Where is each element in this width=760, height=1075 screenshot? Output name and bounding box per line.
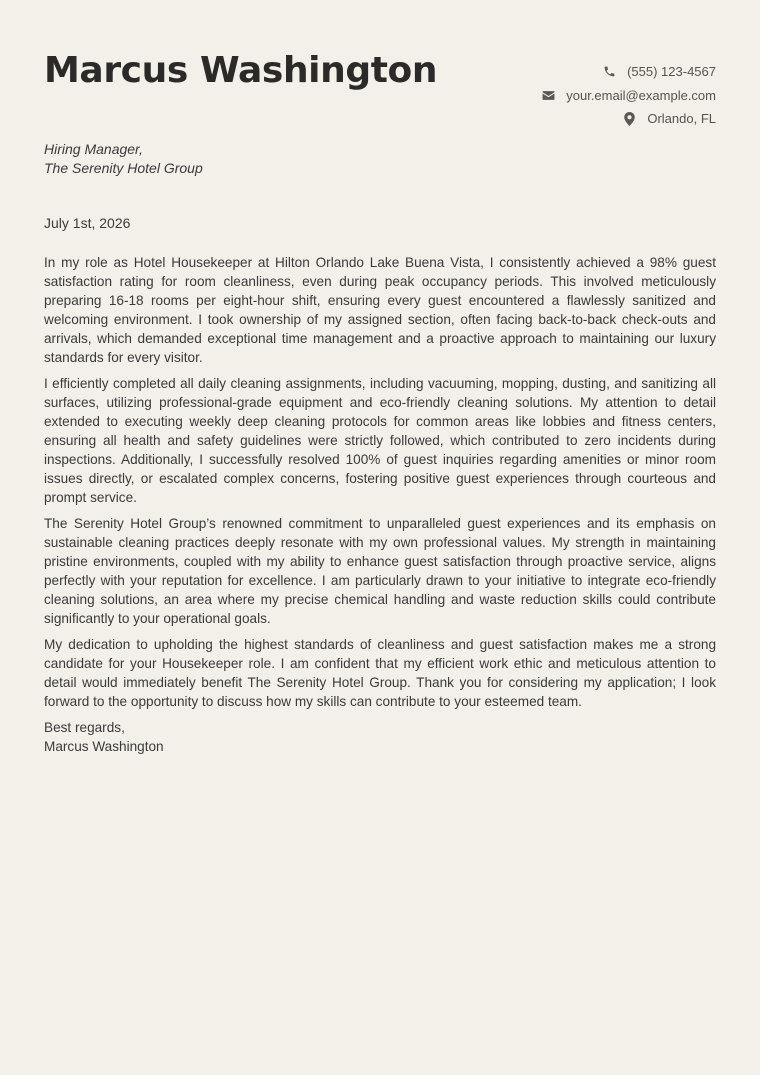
recipient-company: The Serenity Hotel Group xyxy=(44,160,203,176)
body-paragraph-1: In my role as Hotel Housekeeper at Hilton Orlando Lake Buena Vista, I consistently achieved a 98% guest satisfaction rating for room cleanliness, even during peak occupancy periods. This involved meticulously preparing 16-18 rooms per eight-hour shift, ensuring every guest encountered a flawlessly sanitized and welcoming environment. I took ownership of my assigned section, often facing back-to-back check-outs and arrivals, which demanded exceptional time management and a proactive approach to maintaining our luxury standards for every visitor. xyxy=(44,255,716,365)
contact-phone xyxy=(540,60,716,84)
closing-block xyxy=(44,718,716,756)
body-paragraph-2: I efficiently completed all daily cleaning assignments, including vacuuming, mopping, dusting, and sanitizing all surfaces, utilizing professional-grade equipment and eco-friendly cleaning solutions. My attention to detail extended to executing weekly deep cleaning protocols for common areas like lobbies and fitness centers, ensuring all health and safety guidelines were strictly followed, which contributed to zero incidents during inspections. Additionally, I successfully resolved 100% of guest inquiries regarding amenities or minor room issues directly, or escalated complex concerns, fostering positive guest experiences through courteous and prompt service. xyxy=(44,376,716,505)
envelope-icon xyxy=(540,87,556,103)
map-pin-icon xyxy=(621,111,637,127)
location-text: Orlando, FL xyxy=(647,111,716,127)
applicant-name: Marcus Washington xyxy=(44,50,438,91)
closing-signature: Marcus Washington xyxy=(44,739,164,754)
letter-header xyxy=(44,0,716,140)
letter-body xyxy=(44,253,716,711)
contact-email xyxy=(540,84,716,108)
recipient-block xyxy=(44,140,716,178)
recipient-title: Hiring Manager, xyxy=(44,141,143,157)
body-paragraph-4: My dedication to upholding the highest standards of cleanliness and guest satisfaction makes me a strong candidate for your Housekeeper role. I am confident that my efficient work ethic and meticulous attention to detail would immediately benefit The Serenity Hotel Group. Thank you for considering my application; I look forward to the opportunity to discuss how my skills can contribute to your esteemed team. xyxy=(44,637,716,709)
phone-icon xyxy=(601,64,617,80)
contact-location xyxy=(540,107,716,131)
contact-block xyxy=(540,60,716,131)
body-paragraph-3: The Serenity Hotel Group’s renowned commitment to unparalleled guest experiences and its emphasis on sustainable cleaning practices deeply resonate with my own professional values. My strength in maintaining pristine environments, coupled with my ability to enhance guest satisfaction through proactive service, aligns perfectly with your reputation for excellence. I am particularly drawn to your initiative to integrate eco-friendly cleaning solutions, an area where my precise chemical handling and waste reduction skills could contribute significantly to your operational goals. xyxy=(44,516,716,626)
closing-salutation: Best regards, xyxy=(44,720,125,735)
email-text: your.email@example.com xyxy=(566,87,716,103)
phone-text: (555) 123-4567 xyxy=(627,64,716,80)
letter-date: July 1st, 2026 xyxy=(44,215,131,231)
